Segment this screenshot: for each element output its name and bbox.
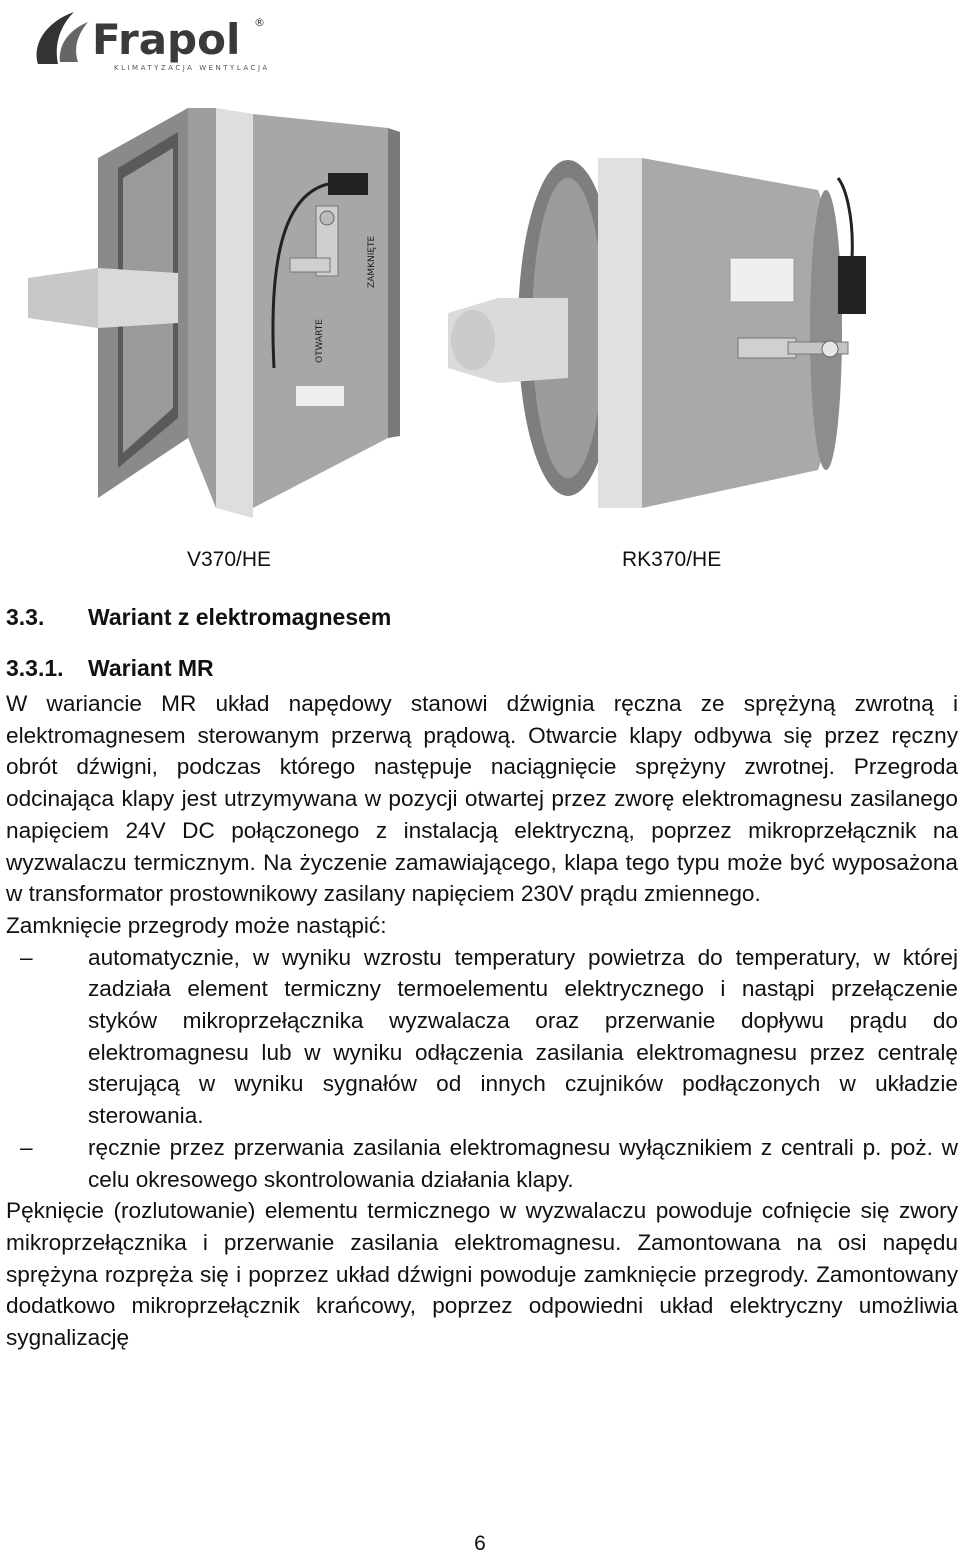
svg-text:®: ® xyxy=(254,16,265,29)
damper-rectangular-image xyxy=(28,108,428,518)
list-dash: – xyxy=(20,944,33,970)
damper-round-image xyxy=(438,118,898,518)
figure-caption-left: V370/HE xyxy=(187,548,272,571)
list-item: – automatycznie, w wyniku wzrostu temperatury powietrza do temperatury, w której zadziała element termiczny termoelementu elektrycznego i nastąpi przełączenie styków mikroprzełącznika wyzwalacza oraz przerwanie dopływu prądu do elektromagnesu lub w wyniku odłączenia zasilania elektromagnesu przez centralę sterującą w wyniku sygnałów od innych czujników podłączonych w układzie sterowania. xyxy=(6,942,958,1132)
list-item: – ręcznie przez przerwania zasilania elektromagnesu wyłącznikiem z centrali p. poż. w celu okresowego skontrolowania działania klapy. xyxy=(6,1132,958,1195)
subsection-number: 3.3.1. xyxy=(6,655,64,681)
frapol-logo xyxy=(30,4,270,76)
paragraph-2: Zamknięcie przegrody może nastąpić: xyxy=(6,912,387,938)
section-number: 3.3. xyxy=(6,604,45,630)
paragraph-3: Pęknięcie (rozlutowanie) elementu termicznego w wyzwalaczu powoduje cofnięcie się zwory mikroprzełącznika i przerwanie zasilania elektromagnesu. Zamontowana na osi napędu sprężyna rozpręża się i poprzez układ dźwigni powoduje zamknięcie przegrody. Zamontowany dodatkowo mikroprzełącznik krańcowy, poprzez odpowiedni układ elektryczny umożliwia sygnalizację xyxy=(6,1198,958,1351)
paragraph-1: W wariancie MR układ napędowy stanowi dźwignia ręczna ze sprężyną zwrotną i elektromagnesem sterowanym przerwą prądową. Otwarcie klapy odbywa się przez ręczny obrót dźwigni, podczas którego następuje naciągnięcie sprężyny zwrotnej. Przegroda odcinająca klapy jest utrzymywana w pozycji otwartej przez zworę elektromagnesu zasilanego napięciem 24V DC połączonego z instalacją elektryczną, poprzez mikroprzełącznik na wyzwalaczu termicznym. Na życzenie zamawiającego, klapa tego typu może być wyposażona w transformator prostownikowy zasilany napięciem 230V prądu zmiennego. xyxy=(6,691,958,907)
figure-caption-right: RK370/HE xyxy=(622,548,722,571)
logo-tagline: KLIMATYZACJA WENTYLACJA xyxy=(114,64,270,72)
section-title: Wariant z elektromagnesem xyxy=(88,604,392,630)
label-closed: ZAMKNIĘTE xyxy=(367,235,377,288)
page-number: 6 xyxy=(474,1532,486,1555)
closing-conditions-list xyxy=(6,942,958,1196)
list-dash: – xyxy=(20,1134,33,1160)
label-open: OTWARTE xyxy=(315,319,325,363)
subsection-heading xyxy=(6,655,214,682)
section-heading xyxy=(6,604,391,631)
logo-brand: Frapol xyxy=(92,15,241,64)
body-text xyxy=(6,688,958,1354)
subsection-title: Wariant MR xyxy=(88,655,214,681)
